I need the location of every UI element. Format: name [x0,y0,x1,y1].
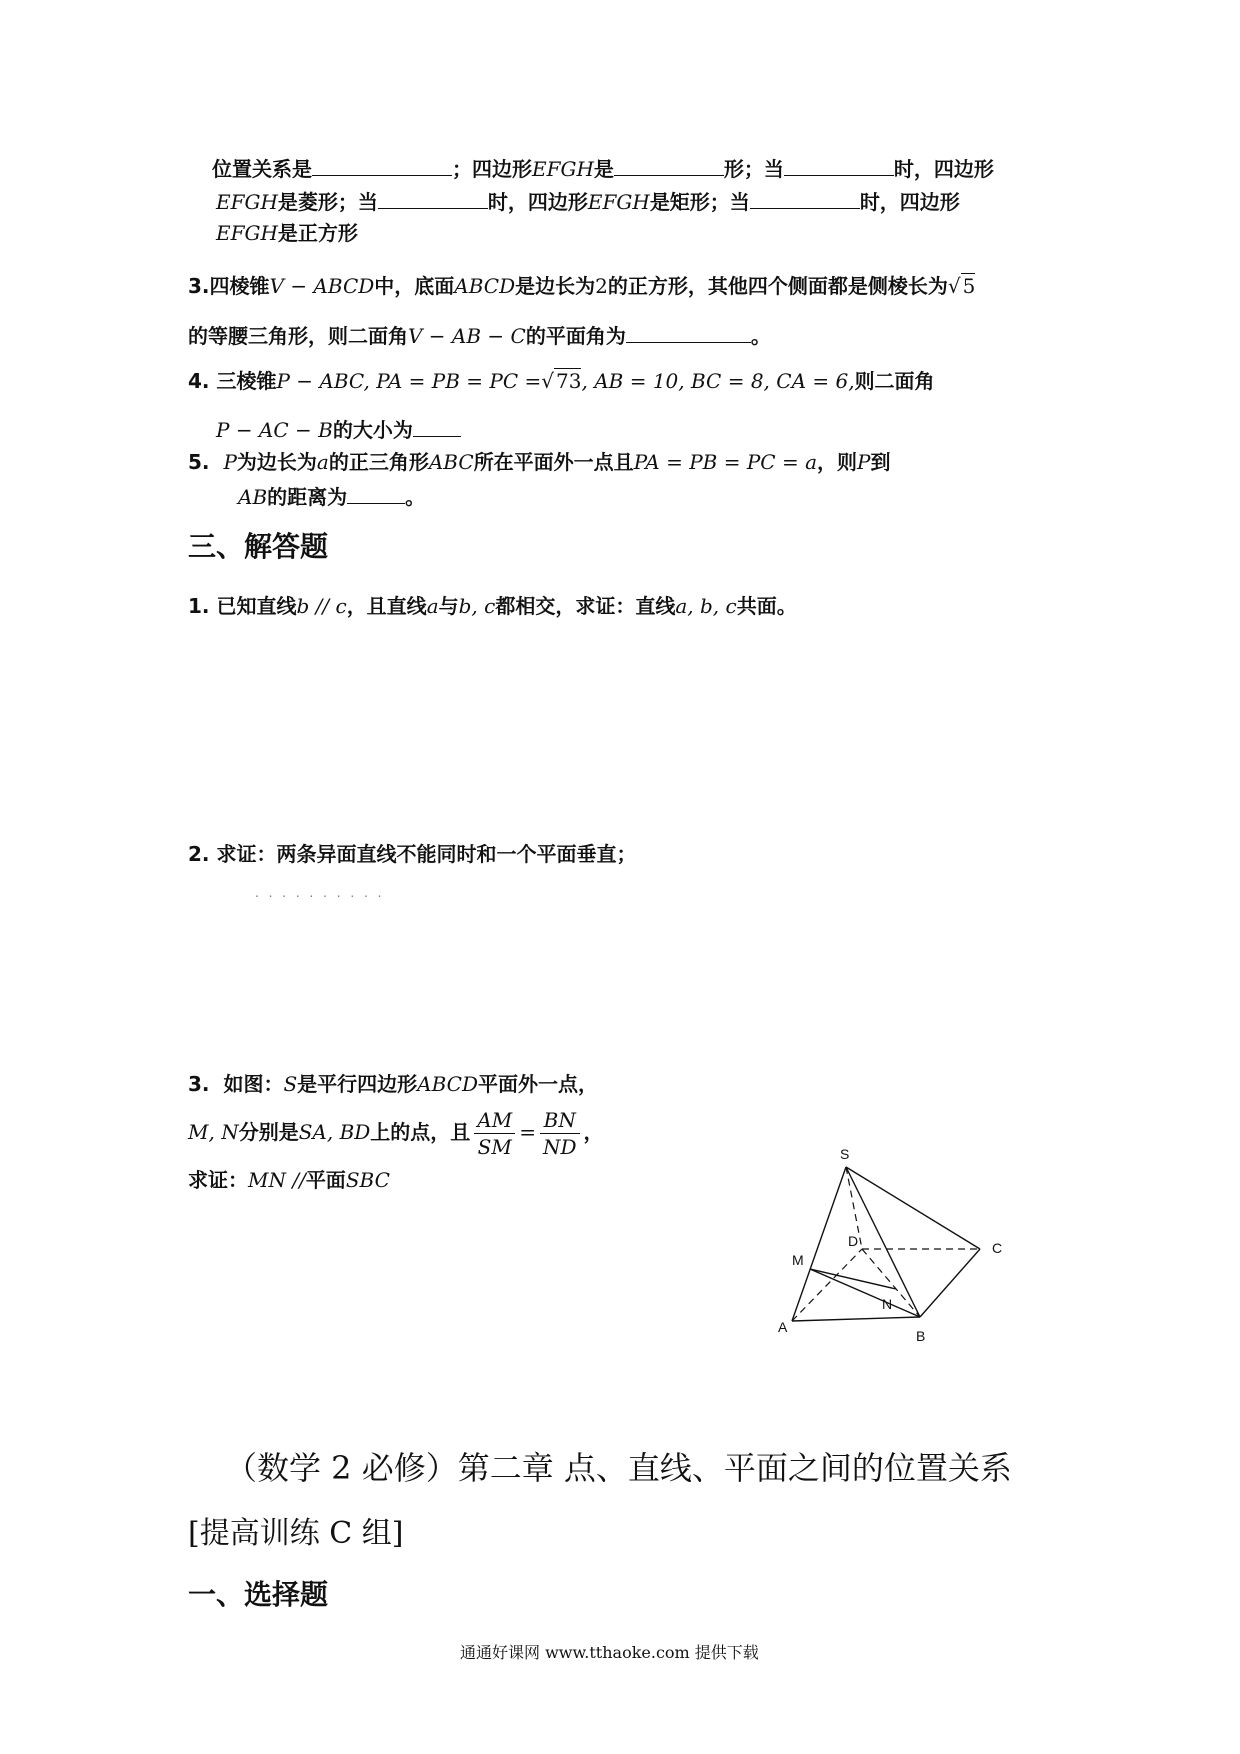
answer-blank [614,153,724,176]
question-number: 5. [188,450,210,474]
section-heading: 一、选择题 [188,1578,329,1611]
text: 的等腰三角形，则二面角 [188,324,408,348]
label-m: M [792,1252,804,1268]
text: 平面 [305,1168,346,1192]
text: 上的点，且 [370,1120,471,1144]
text: 是矩形；当 [649,190,750,214]
text: 平面外一点， [478,1072,599,1096]
text: 的大小为 [332,418,413,442]
question-number: 1. [188,594,210,618]
math: P [223,450,237,474]
problem-2 [188,840,636,868]
question-number: 3. [188,1072,210,1096]
label-n: N [882,1296,893,1312]
text: 。 [405,485,426,509]
math: V − ABCD [269,274,375,298]
math: EFGH [216,221,278,245]
answer-blank [750,186,860,209]
text: 的平面角为 [525,324,626,348]
question-number: 3. [188,274,210,298]
math: SA, BD [298,1120,371,1144]
problem-1 [188,592,797,620]
label-s: S [840,1146,850,1162]
math: P [857,450,871,474]
text: ，且直线 [346,594,427,618]
math: a, b, c [675,594,737,618]
math: V − AB − C [408,324,526,348]
text: 到 [870,450,891,474]
math: EFGH [216,190,278,214]
fraction-numerator: BN [540,1107,580,1134]
segment-mn [810,1269,896,1289]
edge-bc [920,1249,980,1317]
text: 是平行四边形 [297,1072,418,1096]
fraction-numerator: AM [474,1107,515,1134]
text: 位置关系是 [212,157,312,181]
text: 是菱形；当 [277,190,378,214]
q3-line-2 [188,320,771,350]
text: 的正三角形 [328,450,429,474]
text: 的距离为 [267,485,348,509]
math: PA = PB = PC = a [633,450,818,474]
fraction-am-sm [474,1107,515,1160]
pyramid-figure [770,1145,1030,1355]
edge-ab [792,1317,920,1321]
dotted-trace: . . . . . . . . . . [255,886,385,900]
math: 73 [556,369,582,393]
fraction-denominator: SM [477,1135,512,1159]
label-a: A [778,1319,788,1335]
section-heading: 三、解答题 [188,530,329,563]
q5-line-2 [238,481,425,511]
text: 与 [438,594,459,618]
answer-blank [413,414,461,437]
page-footer: 通通好课网 www.tthaoke.com 提供下载 [460,1643,759,1662]
math: , AB = 10, BC = 8, CA = 6, [581,369,855,393]
text: 则二面角 [854,369,935,393]
text: ；四边形 [452,157,532,181]
text: 形；当 [723,157,784,181]
q4-line-1 [188,367,935,395]
sqrt-sign: √ [541,369,555,393]
answer-blank [312,153,452,176]
text: 共面。 [736,594,797,618]
q2-line-1 [212,153,994,183]
fraction-denominator: ND [542,1135,577,1159]
math: b // c [296,594,347,618]
text: 。 [750,324,771,348]
text: 都相交，求证：直线 [495,594,676,618]
problem-3-line-1 [188,1070,598,1098]
text: 所在平面外一点且 [473,450,634,474]
text: 已知直线 [216,594,297,618]
math: a [426,594,439,618]
math: ABC [428,450,474,474]
text: 为边长为 [236,450,317,474]
answer-blank [784,153,894,176]
answer-blank [378,186,488,209]
q5-line-1 [188,448,890,476]
text: 如图： [223,1072,284,1096]
math: b, c [458,594,496,618]
q2-line-2 [216,186,960,216]
training-subtitle: [提高训练 C 组] [188,1516,404,1551]
problem-3-line-2 [188,1102,604,1162]
label-d: D [848,1233,859,1249]
text: ，则 [817,450,858,474]
equals-sign: = [519,1120,536,1144]
text: 时，四边形 [859,190,960,214]
math: EFGH [532,157,594,181]
text: 时，四边形 [487,190,588,214]
math: M, N [188,1120,239,1144]
math: SBC [345,1168,390,1192]
text: 中，底面 [374,274,455,298]
text: 时，四边形 [893,157,994,181]
math: P − AC − B [216,418,333,442]
text: 是边长为 [515,274,596,298]
label-c: C [992,1240,1003,1256]
chapter-title: （数学 2 必修）第二章 点、直线、平面之间的位置关系 [225,1449,1012,1487]
fraction-bn-nd [540,1107,580,1160]
math: a [316,450,329,474]
math: ABCD [417,1072,479,1096]
math: S [283,1072,298,1096]
text: 是正方形 [277,221,358,245]
answer-blank [347,481,405,504]
question-number: 4. [188,369,210,393]
problem-3-line-3 [188,1166,390,1194]
math: 2 [595,274,608,298]
text: 三棱锥 [216,369,277,393]
math: ABCD [454,274,516,298]
math: MN // [248,1168,306,1192]
sqrt-sign: √ [947,274,961,298]
text: 的正方形，其他四个侧面都是侧棱长为 [607,274,948,298]
label-b: B [916,1328,926,1344]
text: 四棱锥 [209,274,270,298]
question-number: 2. [188,842,210,866]
q2-line-3 [216,219,358,247]
math: P − ABC, PA = PB = PC = [276,369,542,393]
math: AB [238,485,268,509]
answer-blank [626,320,751,343]
q4-line-2 [216,414,461,444]
math: 5 [962,274,976,298]
text: 分别是 [238,1120,299,1144]
q3-line-1 [188,272,975,300]
segment-mb [810,1269,920,1317]
edge-sa [792,1167,846,1321]
text: 求证：两条异面直线不能同时和一个平面垂直； [216,842,637,866]
text: 是 [593,157,614,181]
text: ， [583,1120,604,1144]
text: 求证： [188,1168,248,1192]
math: EFGH [587,190,650,214]
